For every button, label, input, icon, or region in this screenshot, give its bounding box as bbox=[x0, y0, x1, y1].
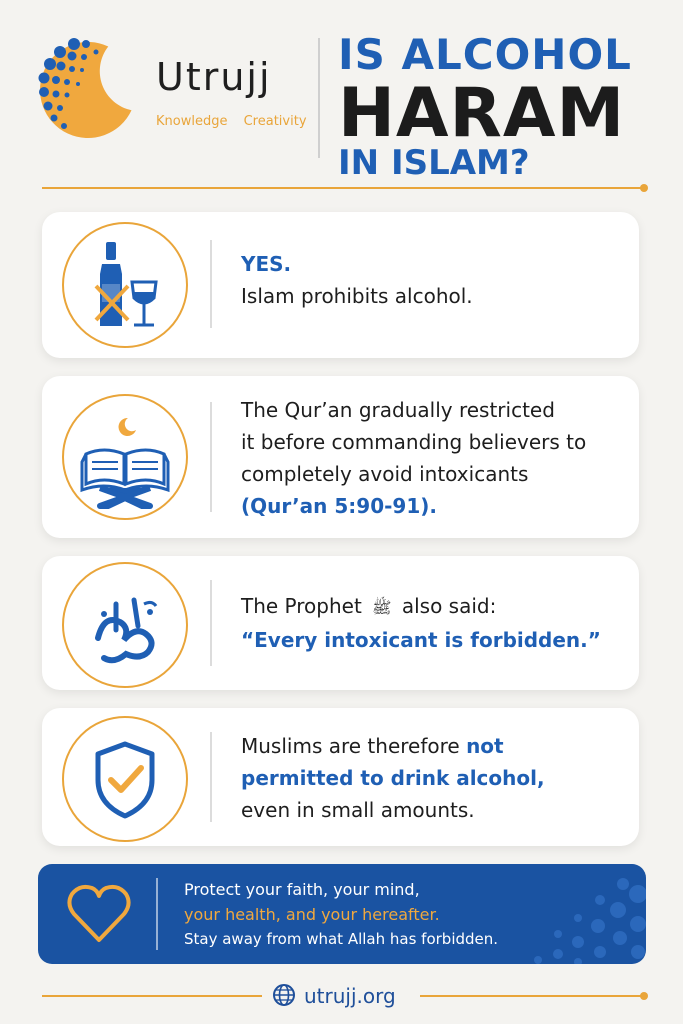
reminder-banner bbox=[38, 864, 646, 964]
conclusion-text-start: Muslims are therefore bbox=[241, 734, 460, 758]
brand-tagline bbox=[156, 114, 319, 129]
hadith-quote: “Every intoxicant is forbidden.” bbox=[241, 628, 601, 652]
quran-text-line-2: it before commanding believers to bbox=[241, 430, 587, 454]
card-divider bbox=[210, 732, 212, 822]
card-quran bbox=[42, 376, 639, 538]
utrujj-logo-icon bbox=[28, 30, 148, 154]
banner-line-3: Stay away from what Allah has forbidden. bbox=[184, 930, 499, 948]
card-divider bbox=[210, 402, 212, 512]
shield-check-icon bbox=[62, 716, 188, 842]
conclusion-highlight-2: permitted to drink alcohol, bbox=[241, 766, 545, 790]
quran-reference: (Qur’an 5:90-91). bbox=[241, 494, 437, 518]
prophet-line bbox=[241, 590, 601, 624]
conclusion-line-1 bbox=[241, 730, 545, 762]
card-prophet bbox=[42, 556, 639, 690]
title-line-3: IN ISLAM? bbox=[338, 143, 530, 183]
card-divider bbox=[210, 580, 212, 666]
card-conclusion-text bbox=[241, 730, 545, 826]
card-divider bbox=[210, 240, 212, 328]
card-prophet-text bbox=[241, 590, 601, 656]
conclusion-text-end: even in small amounts. bbox=[241, 798, 475, 822]
website-link[interactable]: utrujj.org bbox=[304, 984, 396, 1008]
header-rule-dot bbox=[640, 184, 648, 192]
banner-line-2: your health, and your hereafter. bbox=[184, 905, 440, 924]
banner-line-1: Protect your faith, your mind, bbox=[184, 880, 420, 899]
yes-label: YES. bbox=[241, 252, 292, 276]
quran-text-line-1: The Qur’an gradually restricted bbox=[241, 398, 555, 422]
prohibits-text: Islam prohibits alcohol. bbox=[241, 284, 473, 308]
brand-name: Utrujj bbox=[156, 55, 272, 99]
globe-icon bbox=[272, 983, 296, 1011]
banner-text bbox=[184, 877, 498, 952]
header bbox=[0, 0, 683, 190]
footer-rule-dot bbox=[640, 992, 648, 1000]
muhammad-calligraphy-icon bbox=[62, 562, 188, 688]
footer-rule-left bbox=[42, 995, 262, 997]
conclusion-highlight-1: not bbox=[466, 734, 504, 758]
tagline-knowledge: Knowledge bbox=[156, 114, 228, 129]
title-line-1: IS ALCOHOL bbox=[338, 30, 632, 79]
quran-stand-icon bbox=[62, 394, 188, 520]
card-quran-text bbox=[241, 394, 586, 522]
tagline-creativity: Creativity bbox=[243, 114, 307, 129]
no-alcohol-icon bbox=[62, 222, 188, 348]
header-divider bbox=[318, 38, 320, 158]
prophet-text-before: The Prophet bbox=[241, 594, 362, 618]
heart-icon bbox=[64, 880, 134, 950]
title-line-2: HARAM bbox=[338, 74, 626, 153]
prophet-text-after: also said: bbox=[401, 594, 497, 618]
banner-divider bbox=[156, 878, 158, 950]
header-rule bbox=[42, 187, 644, 189]
footer-rule-right bbox=[420, 995, 642, 997]
salawat-glyph: ﷺ bbox=[372, 598, 392, 617]
card-conclusion bbox=[42, 708, 639, 846]
quran-text-line-3: completely avoid intoxicants bbox=[241, 462, 529, 486]
card-yes-text bbox=[241, 248, 473, 312]
card-yes bbox=[42, 212, 639, 358]
